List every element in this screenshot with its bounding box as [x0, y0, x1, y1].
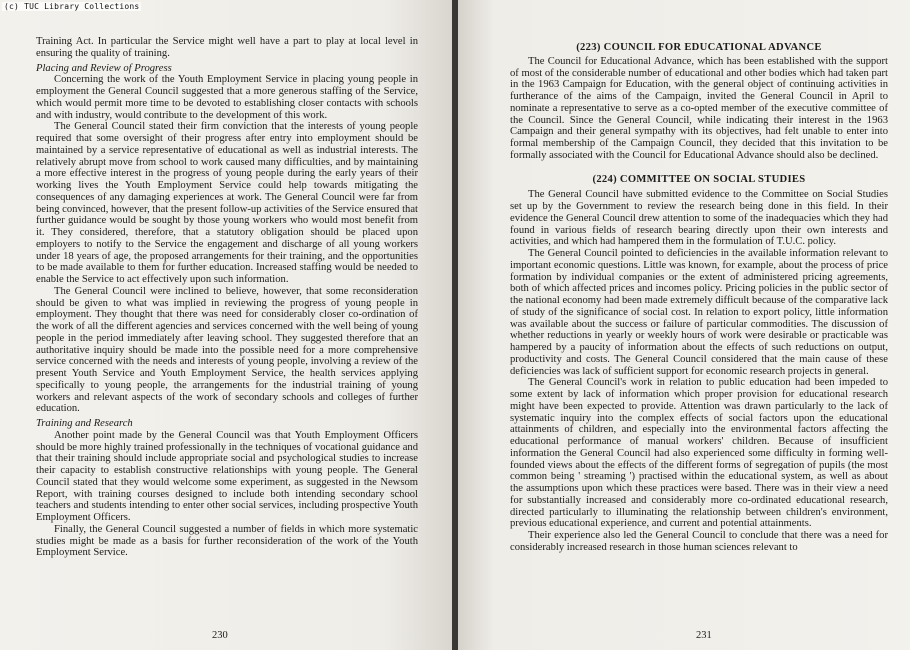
paragraph: The General Council have submitted evidence to the Committee on Social Studies set up by the Government to review the research being done in this field. In their evidence the General Council drew attention to some of the inadequacies which they had found in various fields of research bearing directly upon their own interests and activities, and which had hampered them in the formulation of T.U.C. policy.: [510, 189, 888, 248]
paragraph: The General Council were inclined to believe, however, that some reconsideration should be given to what was implied in reviewing the progress of young people in employment. They thought that there was need for considerably closer co-ordination of the work of all the different agencies and services concerned with the well being of young people in the period immediately after leaving school. They suggested therefore that an authoritative inquiry should be made into the possible need for a more comprehensive service concerned with the needs and interests of young people, involving a review of the present Youth Service and Youth Employment Service, the health services applying specifically to young people, the arrangements for the industrial training of young workers and relevant aspects of the work of secondary schools and colleges of further education.: [36, 285, 418, 415]
page-number-left: 230: [212, 630, 228, 641]
right-page: [458, 0, 910, 650]
section-title-placing: Placing and Review of Progress: [36, 62, 172, 74]
paragraph: The Council for Educational Advance, which has been established with the support of most of the considerable number of educational and other bodies which had taken part in the 1963 Campaign for Education, with the general object of continuing activities in furtherance of the aims of the Campaign, invited the General Council in April to nominate a representative to serve as a co-opted member of the executive committee of the Council. Since the General Council, while indicating their interest in the 1963 Campaign and their general sympathy with its objectives, had felt unable to enter into formal membership of the Campaign Council, they decided that this invitation to be formally associated with the Council for Educational Advance should also be declined.: [510, 55, 888, 161]
paragraph: Concerning the work of the Youth Employment Service in placing young people in employment the General Council suggested that a more generous staffing of the Service, which would permit more time to be devoted to establishing closer contacts with schools and with industry, would contribute to the development of this work.: [36, 74, 418, 121]
paragraph: The General Council stated their firm conviction that the interests of young people required that some oversight of their progress after entry into employment should be maintained by a service representative of educational as well as industrial interests. The relatively abrupt move from school to work caused many difficulties, and by maintaining a more effective interest in the progress of young people during the early years of their working lives the Youth Employment Service could help towards mitigating the consequences of any damaging experiences at work. The General Council were far from being convinced, however, that the present follow-up activities of the Service ensured that further guidance would be sought by those young workers who would most benefit from it. They considered, therefore, that a statutory obligation should be placed upon employers to notify to the Service the engagement and discharge of all young workers under 18 years of age, the proposed arrangements for their training, and the opportunities to be made available to them for further education. Increased staffing would be needed to enable the Service to act effectively upon such information.: [36, 121, 419, 285]
section-heading-223: (223) COUNCIL FOR EDUCATIONAL ADVANCE: [576, 42, 822, 53]
paragraph: Another point made by the General Council was that Youth Employment Officers should be more highly trained professionally in the techniques of vocational guidance and that their training should include appropriate social and psychological studies to increase their capacity to establish constructive relationships with young people. The General Council stated that they would welcome some experiment, as suggested in the Newsom Report, with training courses designed to include both intending secondary school teachers and students intending to enter other social services, including prospective Youth Employment Officers.: [36, 429, 418, 523]
left-page-text: [36, 36, 418, 559]
paragraph: The General Council's work in relation to public education had been impeded to some extent by lack of information which proper provision for educational research might have been expected to provide. Attention was drawn particularly to the lack of systematic inquiry into the complex effects of social factors upon the educational attainments of children, and especially into the environmental factors affecting the educational performance of manual workers' children. Because of insufficient information the General Council had also experienced some difficulty in forming well-founded views about the effects of the different forms of segregation of pupils (the most common being ' streaming ') practised within the educational system, as well as about the assumptions upon which these practices were based. There was in their view a need for substantially increased and considerably more co-ordinated educational research, directed particularly to illuminating the relationship between children's environment, previous educational experience, and current and potential attainments.: [510, 377, 888, 530]
section-title-training: Training and Research: [36, 418, 133, 429]
paragraph: Finally, the General Council suggested a number of fields in which more systematic studies might be made as a basis for further reconsideration of the work of the Youth Employment Service.: [36, 523, 418, 559]
right-page-text: [510, 42, 888, 554]
paragraph: Their experience also led the General Council to conclude that there was a need for considerably increased research in those human sciences relevant to: [510, 530, 888, 553]
paragraph: The General Council pointed to deficiencies in the available information relevant to important economic questions. Little was known, for example, about the process of price formation by individual companies or the extent of administered pricing agreements, both of which affected prices and incomes policy. Pricing policies in the public sector of the national economy had been made extremely difficult because of the comparative lack of study of the significance of social cost. In relation to export policy, little information was available about the success or failure of particular commodities. The discussion of whether reductions in yearly or weekly hours of work were desirable or practicable was hampered by a paucity of information about the effects of such reductions on output, productivity and costs. The General Council considered that the main cause of these deficiencies was lack of sufficient support for economic research projects in general.: [510, 248, 888, 377]
left-page: [0, 0, 452, 650]
opening-paragraph: Training Act. In particular the Service might well have a part to play at local level in ensuring the quality of training.: [36, 36, 418, 59]
page-number-right: 231: [696, 630, 712, 641]
section-heading-224: (224) COMMITTEE ON SOCIAL STUDIES: [592, 173, 806, 185]
watermark: (c) TUC Library Collections: [4, 2, 140, 11]
